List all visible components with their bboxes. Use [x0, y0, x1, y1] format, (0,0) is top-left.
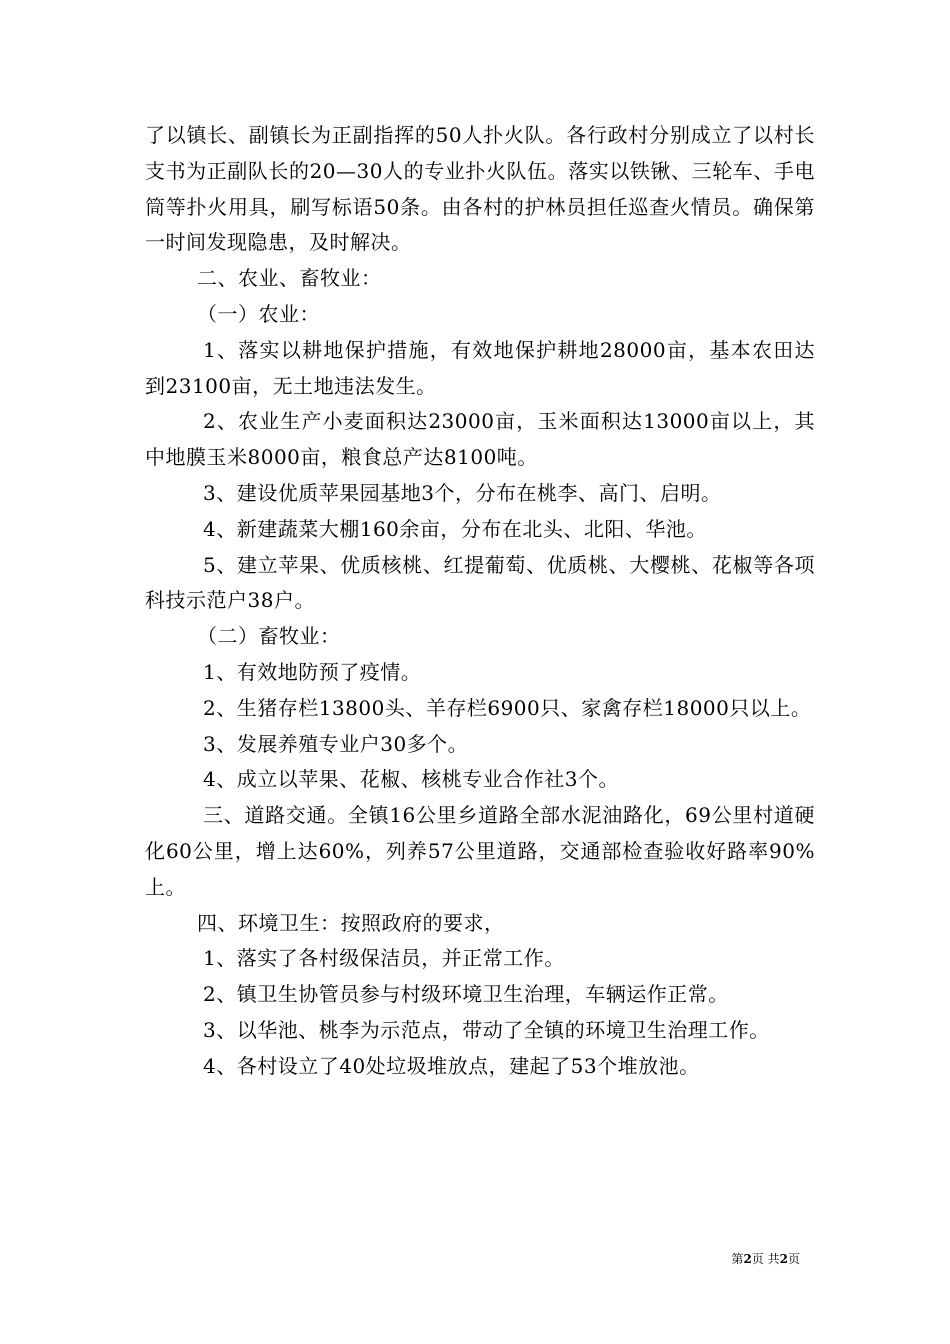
paragraph-demonstration-households: 5、建立苹果、优质核桃、红提葡萄、优质桃、大樱桃、花椒等各项科技示范户38户。: [145, 552, 815, 613]
paragraph-cleaners: 1、落实了各村级保洁员，并正常工作。: [203, 946, 565, 971]
paragraph-crop-production: 2、农业生产小麦面积达23000亩，玉米面积达13000亩以上，其中地膜玉米8000亩，粮食总产达8100吨。: [145, 409, 815, 470]
paragraph-garbage-points: 4、各村设立了40处垃圾堆放点，建起了53个堆放池。: [203, 1053, 700, 1078]
paragraph-demonstration-sites: 3、以华池、桃李为示范点，带动了全镇的环境卫生治理工作。: [203, 1017, 770, 1042]
subheading-agriculture: （一）农业：: [197, 301, 320, 326]
document-body: [145, 118, 815, 1085]
page-footer: [731, 1250, 800, 1267]
footer-prefix: 第: [731, 1252, 744, 1266]
paragraph-road-traffic: 三、道路交通。全镇16公里乡道路全部水泥油路化，69公里村道硬化60公里，增上达60%，列养57公里道路，交通部检查验收好路率90%上。: [145, 803, 815, 899]
paragraph-cooperatives: 4、成立以苹果、花椒、核桃专业合作社3个。: [203, 767, 619, 792]
total-pages-number: 2: [779, 1252, 788, 1266]
heading-agriculture-livestock: 二、农业、畜牧业：: [197, 266, 382, 291]
paragraph-sanitation-coordinators: 2、镇卫生协管员参与村级环境卫生治理，车辆运作正常。: [203, 982, 729, 1007]
footer-middle: 页 共: [751, 1252, 780, 1266]
current-page-number: 2: [743, 1252, 752, 1266]
paragraph-apple-orchard: 3、建设优质苹果园基地3个，分布在桃李、高门、启明。: [203, 480, 722, 505]
paragraph-fire-team: 了以镇长、副镇长为正副指挥的50人扑火队。各行政村分别成立了以村长支书为正副队长的20—30人的专业扑火队伍。落实以铁锹、三轮车、手电筒等扑火用具，刷写标语50条。由各村的护林员担任巡查火情员。确保第一时间发现隐患，及时解决。: [145, 123, 815, 255]
paragraph-greenhouses: 4、新建蔬菜大棚160余亩，分布在北头、北阳、华池。: [203, 516, 707, 541]
footer-suffix: 页: [787, 1252, 800, 1266]
paragraph-epidemic-prevention: 1、有效地防预了疫情。: [203, 659, 422, 684]
paragraph-farmland: 1、落实以耕地保护措施，有效地保护耕地28000亩，基本农田达到23100亩，无土地违法发生。: [145, 337, 815, 398]
heading-environmental-sanitation: 四、环境卫生：按照政府的要求，: [197, 910, 505, 935]
subheading-livestock: （二）畜牧业：: [197, 624, 341, 649]
paragraph-breeding-households: 3、发展养殖专业户30多个。: [203, 731, 469, 756]
paragraph-livestock-stock: 2、生猪存栏13800头、羊存栏6900只、家禽存栏18000只以上。: [203, 695, 812, 720]
